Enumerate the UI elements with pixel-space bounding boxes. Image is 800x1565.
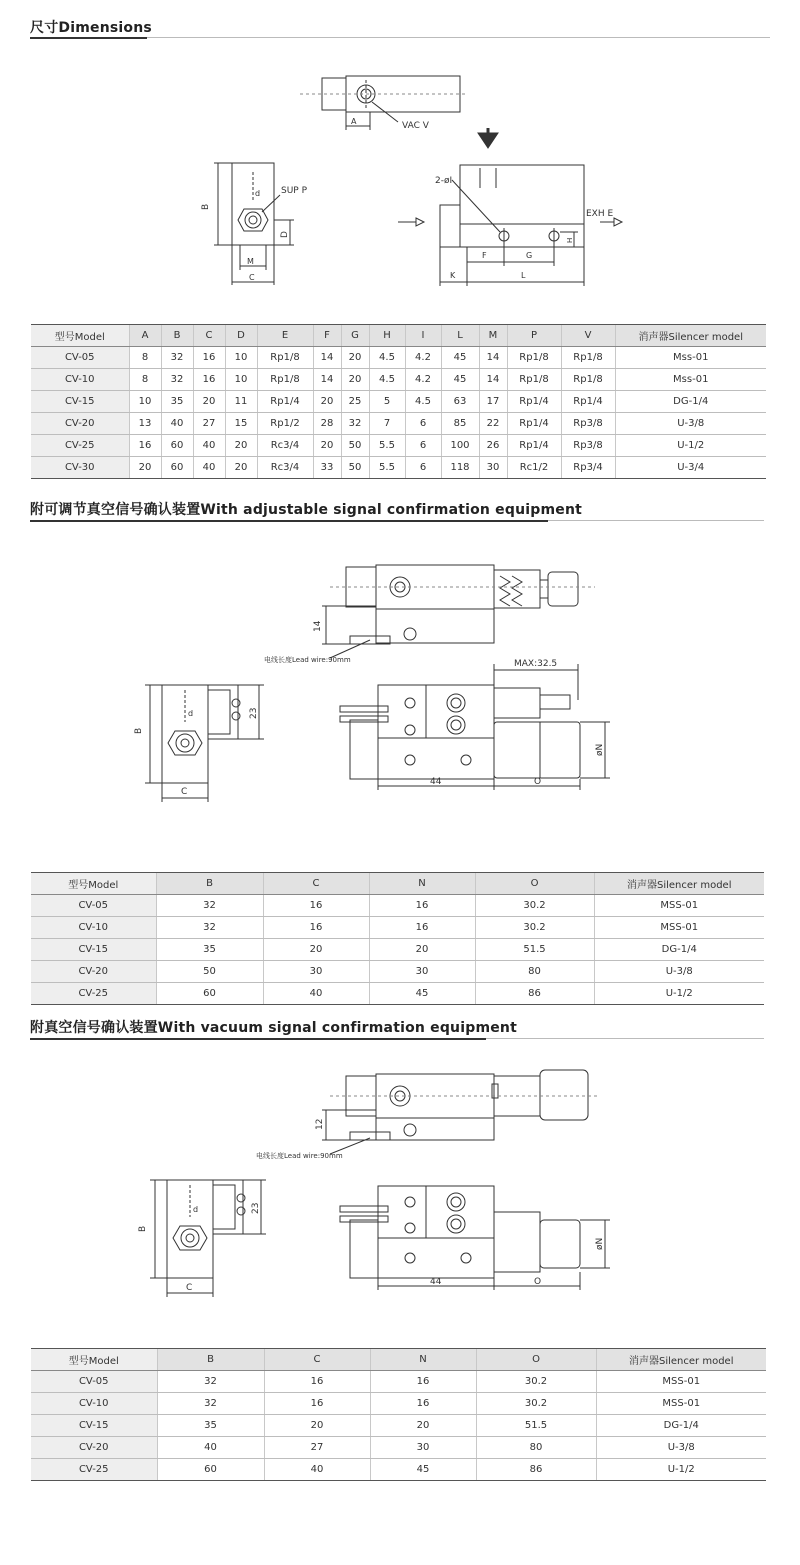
cell: 16: [370, 1371, 476, 1393]
header-p: P: [507, 325, 561, 347]
section-title-adjustable: 附可调节真空信号确认装置With adjustable signal confirmation equipment: [30, 502, 583, 518]
label-max: MAX:32.5: [514, 659, 558, 669]
header-silencer: 消声器Silencer model: [596, 1349, 766, 1371]
cell: 30.2: [475, 895, 594, 917]
cell: Rc3/4: [257, 457, 313, 479]
cell: 20: [313, 435, 341, 457]
header-silencer: 消声器Silencer model: [594, 873, 764, 895]
cell: 45: [441, 369, 479, 391]
cell: Rc3/4: [257, 435, 313, 457]
cell: CV-20: [31, 961, 156, 983]
cell: 60: [157, 1459, 264, 1481]
cell: CV-25: [31, 435, 129, 457]
header-model: 型号Model: [31, 873, 156, 895]
header-b: B: [157, 1349, 264, 1371]
cell: 14: [479, 347, 507, 369]
vacuum-table: [31, 1348, 766, 1481]
cell: CV-05: [31, 1371, 157, 1393]
cell: 8: [129, 347, 161, 369]
cell: CV-15: [31, 1415, 157, 1437]
table-row: [31, 1437, 766, 1459]
header-v: V: [561, 325, 615, 347]
cell: 16: [369, 917, 475, 939]
label-44: 44: [430, 1277, 442, 1287]
cell: 32: [157, 1393, 264, 1415]
cell: 28: [313, 413, 341, 435]
cell: CV-25: [31, 1459, 157, 1481]
cell: 80: [475, 961, 594, 983]
cell: 17: [479, 391, 507, 413]
label-supp: SUP P: [281, 186, 308, 196]
cell: 6: [405, 413, 441, 435]
cell: 20: [225, 457, 257, 479]
label-c: C: [186, 1283, 193, 1293]
label-d: D: [280, 231, 290, 238]
section-title-vacuum: 附真空信号确认装置With vacuum signal confirmation equipment: [30, 1020, 517, 1036]
dimension-drawing: [0, 0, 800, 300]
cell: 20: [225, 435, 257, 457]
cell: Rp1/8: [507, 347, 561, 369]
cell: DG-1/4: [615, 391, 766, 413]
cell: 40: [193, 457, 225, 479]
cell: 50: [341, 457, 369, 479]
cell: 30.2: [476, 1393, 596, 1415]
label-h: H: [566, 237, 574, 243]
header-i: I: [405, 325, 441, 347]
cell: 45: [369, 983, 475, 1005]
cell: 16: [369, 895, 475, 917]
cell: 10: [129, 391, 161, 413]
dimensions-table: [31, 324, 766, 479]
cell: Mss-01: [615, 369, 766, 391]
adjustable-table: [31, 872, 764, 1005]
cell: 45: [441, 347, 479, 369]
cell: 4.2: [405, 347, 441, 369]
label-hole: 2-øI: [435, 176, 453, 186]
cell: 35: [156, 939, 263, 961]
label-44: 44: [430, 777, 442, 787]
label-b: B: [134, 727, 144, 734]
cell: Rc1/2: [507, 457, 561, 479]
cell: 32: [161, 369, 193, 391]
cell: U-1/2: [615, 435, 766, 457]
cell: 32: [341, 413, 369, 435]
cell: 30: [370, 1437, 476, 1459]
cell: 32: [156, 895, 263, 917]
label-k: K: [450, 271, 456, 280]
cell: 30: [479, 457, 507, 479]
cell: 30.2: [475, 917, 594, 939]
cell: 40: [157, 1437, 264, 1459]
title-rule: [486, 1038, 764, 1039]
cell: 16: [264, 1371, 370, 1393]
vacuum-drawing: [0, 1050, 800, 1350]
cell: 16: [264, 1393, 370, 1415]
cell: 40: [161, 413, 193, 435]
header-l: L: [441, 325, 479, 347]
cell: 4.5: [369, 369, 405, 391]
adjustable-drawing: [0, 540, 800, 870]
cell: 20: [193, 391, 225, 413]
cell: CV-10: [31, 917, 156, 939]
section-title-dimensions: 尺寸Dimensions: [30, 20, 152, 36]
cell: 4.5: [369, 347, 405, 369]
cell: 35: [161, 391, 193, 413]
label-l: L: [521, 271, 526, 280]
cell: 10: [225, 369, 257, 391]
label-12: 12: [315, 1118, 325, 1130]
label-d: d: [188, 709, 194, 718]
cell: Rp3/8: [561, 413, 615, 435]
header-f: F: [313, 325, 341, 347]
cell: Rp1/8: [257, 369, 313, 391]
cell: 20: [369, 939, 475, 961]
label-lead-wire: 电线长度Lead wire:90mm: [264, 656, 351, 664]
table-row: [31, 917, 764, 939]
cell: 16: [193, 369, 225, 391]
cell: 50: [156, 961, 263, 983]
table-row: [31, 939, 764, 961]
cell: Rp1/8: [507, 369, 561, 391]
label-a: A: [351, 117, 357, 126]
header-a: A: [129, 325, 161, 347]
table-row: [31, 369, 766, 391]
cell: 16: [263, 917, 369, 939]
label-exh: EXH E: [586, 209, 614, 219]
cell: Rp1/4: [507, 435, 561, 457]
cell: 51.5: [475, 939, 594, 961]
cell: 118: [441, 457, 479, 479]
cell: CV-05: [31, 347, 129, 369]
cell: 51.5: [476, 1415, 596, 1437]
label-d: d: [193, 1205, 199, 1214]
cell: MSS-01: [594, 917, 764, 939]
cell: 60: [156, 983, 263, 1005]
cell: 16: [193, 347, 225, 369]
cell: 35: [157, 1415, 264, 1437]
label-n: øN: [595, 1237, 605, 1250]
cell: CV-15: [31, 391, 129, 413]
cell: 30: [369, 961, 475, 983]
cell: CV-10: [31, 369, 129, 391]
cell: Rp1/8: [257, 347, 313, 369]
cell: U-1/2: [594, 983, 764, 1005]
header-model: 型号Model: [31, 1349, 157, 1371]
cell: CV-20: [31, 1437, 157, 1459]
cell: Rp1/2: [257, 413, 313, 435]
header-o: O: [476, 1349, 596, 1371]
cell: 100: [441, 435, 479, 457]
cell: CV-10: [31, 1393, 157, 1415]
header-c: C: [263, 873, 369, 895]
cell: Rp3/8: [561, 435, 615, 457]
table-row: [31, 391, 766, 413]
label-m: M: [247, 257, 254, 266]
header-silencer: 消声器Silencer model: [615, 325, 766, 347]
title-rule: [548, 520, 764, 521]
cell: 45: [370, 1459, 476, 1481]
cell: 16: [263, 895, 369, 917]
table-row: [31, 435, 766, 457]
header-model: 型号Model: [31, 325, 129, 347]
table-row: [31, 1459, 766, 1481]
label-d-small: d: [255, 189, 261, 198]
cell: MSS-01: [596, 1371, 766, 1393]
cell: 40: [193, 435, 225, 457]
label-o: O: [534, 1277, 542, 1287]
cell: MSS-01: [594, 895, 764, 917]
cell: 85: [441, 413, 479, 435]
cell: 13: [129, 413, 161, 435]
cell: 60: [161, 435, 193, 457]
label-c: C: [181, 787, 188, 797]
cell: CV-15: [31, 939, 156, 961]
header-m: M: [479, 325, 507, 347]
cell: CV-30: [31, 457, 129, 479]
cell: 14: [479, 369, 507, 391]
cell: 5: [369, 391, 405, 413]
header-e: E: [257, 325, 313, 347]
cell: 20: [129, 457, 161, 479]
label-23: 23: [251, 1202, 261, 1214]
cell: 63: [441, 391, 479, 413]
cell: 20: [313, 391, 341, 413]
label-o: O: [534, 777, 542, 787]
cell: Rp1/4: [507, 391, 561, 413]
cell: 22: [479, 413, 507, 435]
cell: DG-1/4: [594, 939, 764, 961]
cell: Rp1/4: [507, 413, 561, 435]
cell: Rp3/4: [561, 457, 615, 479]
cell: 20: [264, 1415, 370, 1437]
header-d: D: [225, 325, 257, 347]
cell: Rp1/4: [561, 391, 615, 413]
cell: 5.5: [369, 457, 405, 479]
cell: Rp1/8: [561, 369, 615, 391]
cell: 32: [161, 347, 193, 369]
table-row: [31, 1371, 766, 1393]
cell: CV-20: [31, 413, 129, 435]
cell: 27: [264, 1437, 370, 1459]
cell: 50: [341, 435, 369, 457]
cell: 4.5: [405, 391, 441, 413]
cell: 8: [129, 369, 161, 391]
cell: 25: [341, 391, 369, 413]
cell: 80: [476, 1437, 596, 1459]
cell: 6: [405, 457, 441, 479]
cell: 40: [263, 983, 369, 1005]
cell: 32: [157, 1371, 264, 1393]
label-b: B: [138, 1225, 148, 1232]
header-c: C: [193, 325, 225, 347]
cell: U-3/8: [615, 413, 766, 435]
cell: 6: [405, 435, 441, 457]
cell: U-3/4: [615, 457, 766, 479]
cell: 86: [475, 983, 594, 1005]
cell: 30: [263, 961, 369, 983]
cell: 10: [225, 347, 257, 369]
label-vac: VAC V: [402, 121, 429, 131]
cell: 20: [341, 347, 369, 369]
label-c: C: [249, 273, 255, 282]
cell: 5.5: [369, 435, 405, 457]
header-h: H: [369, 325, 405, 347]
label-b: B: [201, 203, 211, 210]
cell: 16: [370, 1393, 476, 1415]
cell: U-1/2: [596, 1459, 766, 1481]
header-n: N: [370, 1349, 476, 1371]
table-row: [31, 413, 766, 435]
cell: MSS-01: [596, 1393, 766, 1415]
cell: 4.2: [405, 369, 441, 391]
label-14: 14: [313, 620, 323, 632]
table-row: [31, 347, 766, 369]
cell: CV-25: [31, 983, 156, 1005]
title-underline: [30, 520, 548, 522]
label-g: G: [526, 251, 533, 260]
cell: 7: [369, 413, 405, 435]
cell: 33: [313, 457, 341, 479]
cell: U-3/8: [596, 1437, 766, 1459]
cell: 16: [129, 435, 161, 457]
cell: 27: [193, 413, 225, 435]
header-n: N: [369, 873, 475, 895]
table-row: [31, 895, 764, 917]
header-g: G: [341, 325, 369, 347]
header-b: B: [156, 873, 263, 895]
table-row: [31, 961, 764, 983]
cell: Mss-01: [615, 347, 766, 369]
cell: 20: [263, 939, 369, 961]
cell: 14: [313, 347, 341, 369]
table-row: [31, 983, 764, 1005]
cell: 30.2: [476, 1371, 596, 1393]
label-lead-wire: 电线长度Lead wire:90mm: [256, 1152, 343, 1160]
cell: Rp1/8: [561, 347, 615, 369]
cell: Rp1/4: [257, 391, 313, 413]
cell: DG-1/4: [596, 1415, 766, 1437]
table-row: [31, 1393, 766, 1415]
table-row: [31, 457, 766, 479]
cell: 86: [476, 1459, 596, 1481]
title-underline: [30, 1038, 486, 1040]
label-n: øN: [595, 743, 605, 756]
cell: 11: [225, 391, 257, 413]
cell: 60: [161, 457, 193, 479]
header-b: B: [161, 325, 193, 347]
label-f: F: [482, 251, 487, 260]
cell: 20: [370, 1415, 476, 1437]
cell: 40: [264, 1459, 370, 1481]
cell: 32: [156, 917, 263, 939]
header-c: C: [264, 1349, 370, 1371]
label-23: 23: [249, 707, 259, 719]
cell: U-3/8: [594, 961, 764, 983]
cell: 26: [479, 435, 507, 457]
cell: 15: [225, 413, 257, 435]
header-o: O: [475, 873, 594, 895]
cell: 14: [313, 369, 341, 391]
table-row: [31, 1415, 766, 1437]
cell: 20: [341, 369, 369, 391]
cell: CV-05: [31, 895, 156, 917]
